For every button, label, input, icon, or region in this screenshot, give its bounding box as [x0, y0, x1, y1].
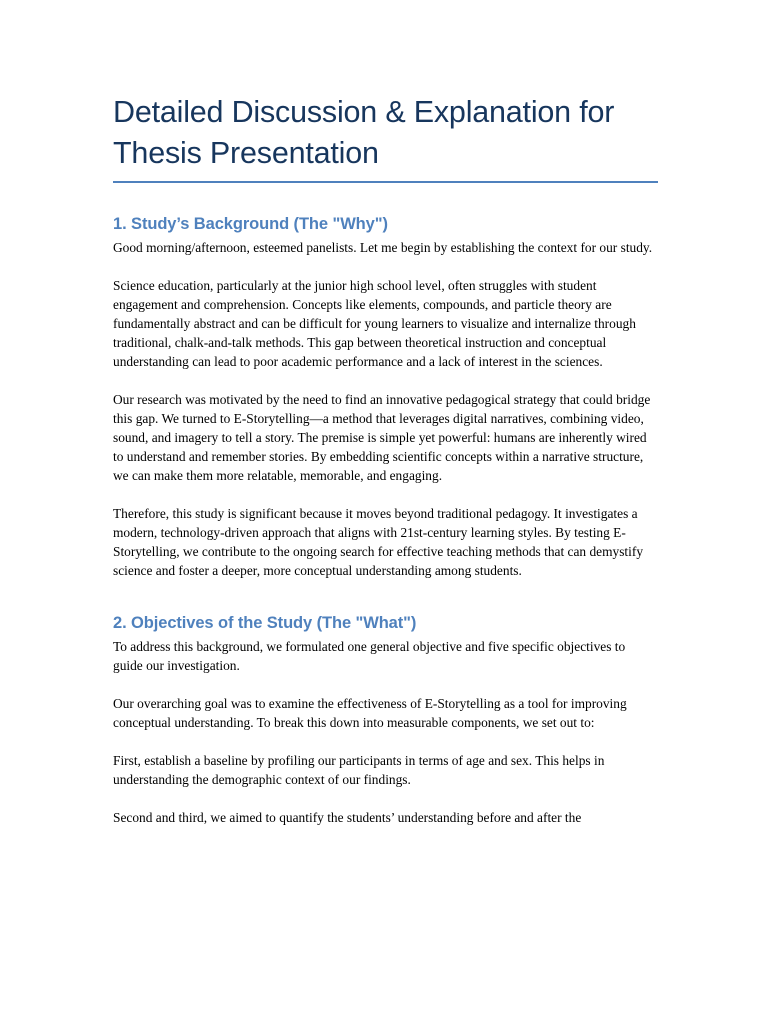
paragraph: Our research was motivated by the need to find an innovative pedagogical strategy that could bridge this gap. We turned to E-Storytelling—a method that leverages digital narratives, combining video, sound, and imagery to tell a story. The premise is simple yet powerful: humans are inherently wired to understand and remember stories. By embedding scientific concepts within a narrative structure, we can make them more relatable, memorable, and engaging.	[113, 392, 651, 483]
paragraph: Therefore, this study is significant because it moves beyond traditional pedagogy. It investigates a modern, technology-driven approach that aligns with 21st-century learning styles. By testing E-Storytelling, we contribute to the ongoing search for effective teaching methods that can demystify science and foster a deeper, more conceptual understanding among students.	[113, 506, 644, 578]
paragraph: Science education, particularly at the junior high school level, often struggles with student engagement and comprehension. Concepts like elements, compounds, and particle theory are fundamentally abstract and can be difficult for young learners to visualize and internalize through traditional, chalk-and-talk methods. This gap between theoretical instruction and conceptual understanding can lead to poor academic performance and a lack of interest in the sciences.	[113, 278, 636, 369]
paragraph: First, establish a baseline by profiling our participants in terms of age and sex. This helps in understanding the demographic context of our findings.	[113, 753, 605, 787]
section-heading-background: 1. Study’s Background (The "Why")	[113, 215, 388, 233]
document-title: Detailed Discussion & Explanation for Thesis Presentation	[113, 92, 658, 183]
paragraph: Good morning/afternoon, esteemed panelists. Let me begin by establishing the context for our study.	[113, 240, 653, 255]
paragraph: Second and third, we aimed to quantify the students’ understanding before and after the	[113, 810, 582, 825]
document-page	[113, 92, 658, 827]
section-heading-objectives: 2. Objectives of the Study (The "What")	[113, 614, 417, 632]
paragraph: To address this background, we formulated one general objective and five specific objectives to guide our investigation.	[113, 639, 626, 673]
paragraph: Our overarching goal was to examine the effectiveness of E-Storytelling as a tool for improving conceptual understanding. To break this down into measurable components, we set out to:	[113, 696, 627, 730]
